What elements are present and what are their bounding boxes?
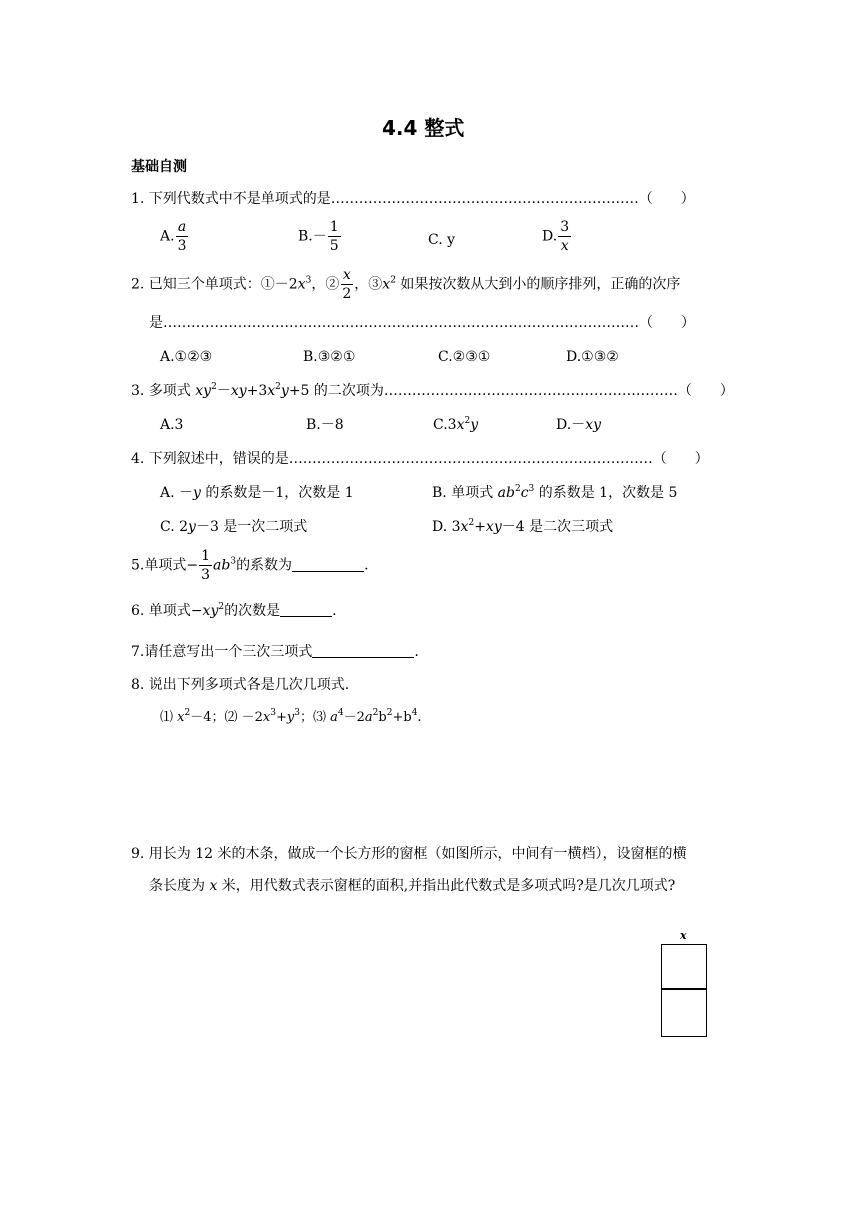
question-2-option-b: B.③②① <box>303 349 356 365</box>
answer-blank[interactable] <box>312 645 414 658</box>
question-3-option-b: B.－8 <box>306 417 344 433</box>
fraction: $\frac{1}{3}$ <box>201 548 211 583</box>
question-2-option-d: D.①③② <box>566 349 619 365</box>
question-1-option-c: C. y <box>428 232 456 248</box>
question-4-option-d: D. $3x^2+xy-4$ 是二次三项式 <box>432 518 614 535</box>
question-3-option-d: D.－xy <box>556 417 601 433</box>
section-heading: 基础自测 <box>131 159 187 175</box>
window-crossbar <box>662 988 706 990</box>
question-2-line-1: 2. 已知三个单项式：$①-2x^3$，② $\frac{x}{2}$ ，$③x^2$ 如果按次数从大到小的顺序排列，正确的次序 <box>131 267 681 302</box>
question-1-option-a: A. $\frac{a}{3}$ <box>160 219 187 254</box>
answer-blank[interactable] <box>292 559 364 572</box>
question-1-option-d: D. $\frac{3}{x}$ <box>542 219 570 254</box>
fraction: $\frac{a}{3}$ <box>177 219 187 254</box>
question-4-option-b: B. 单项式 $ab^2c^3$ 的系数是 1，次数是 5 <box>432 484 678 501</box>
fraction: $\frac{1}{5}$ <box>329 219 339 254</box>
question-7: 7.请任意写出一个三次三项式 . <box>131 644 419 660</box>
question-2-line-2: 是…………………………………………………………………………………………（ ） <box>149 315 695 331</box>
fraction: $\frac{3}{x}$ <box>560 219 570 254</box>
question-1-stem: 1. 下列代数式中不是单项式的是…………………………………………………………（ ） <box>131 191 695 207</box>
answer-blank[interactable] <box>280 604 332 617</box>
question-9-line-2: 条长度为 x 米，用代数式表示窗框的面积,并指出此代数式是多项式吗?是几次几项式? <box>149 878 676 894</box>
question-3-option-c: $C.3x^2y$ <box>433 416 479 433</box>
question-2-option-c: C.②③① <box>438 349 491 365</box>
page-title: 4.4 整式 <box>382 116 465 140</box>
question-3-option-a: A.3 <box>160 417 184 433</box>
figure-label-x: x <box>680 929 687 942</box>
question-8-parts: ⑴ $x^2-4$；⑵ $-2x^3+y^3$；⑶ $a^4-2a^2b^2+b^4$. <box>160 708 422 725</box>
question-4-option-c: C. 2y－3 是一次二项式 <box>160 519 308 535</box>
question-3-stem: 3. 多项式 $xy^2-xy+3x^2y+5$ 的二次项为………………………………………………………（ ） <box>131 382 734 399</box>
question-2-option-a: A.①②③ <box>160 349 213 365</box>
window-frame-figure <box>661 944 707 1037</box>
question-6: 6. 单项式$-xy^2$的次数是 . <box>131 602 337 619</box>
question-1-option-b: B.－ $\frac{1}{5}$ <box>298 219 339 254</box>
question-4-option-a: A. －y 的系数是－1，次数是 1 <box>160 485 354 501</box>
question-5: 5.单项式− $\frac{1}{3}$ $ab^3$的系数为 . <box>131 548 369 583</box>
question-9-line-1: 9. 用长为 12 米的木条，做成一个长方形的窗框（如图所示，中间有一横档），设窗框的横 <box>131 846 687 862</box>
fraction: $\frac{x}{2}$ <box>342 267 352 302</box>
question-4-stem: 4. 下列叙述中，错误的是……………………………………………………………………（ ） <box>131 451 709 467</box>
question-8-stem: 8. 说出下列多项式各是几次几项式. <box>131 677 350 693</box>
